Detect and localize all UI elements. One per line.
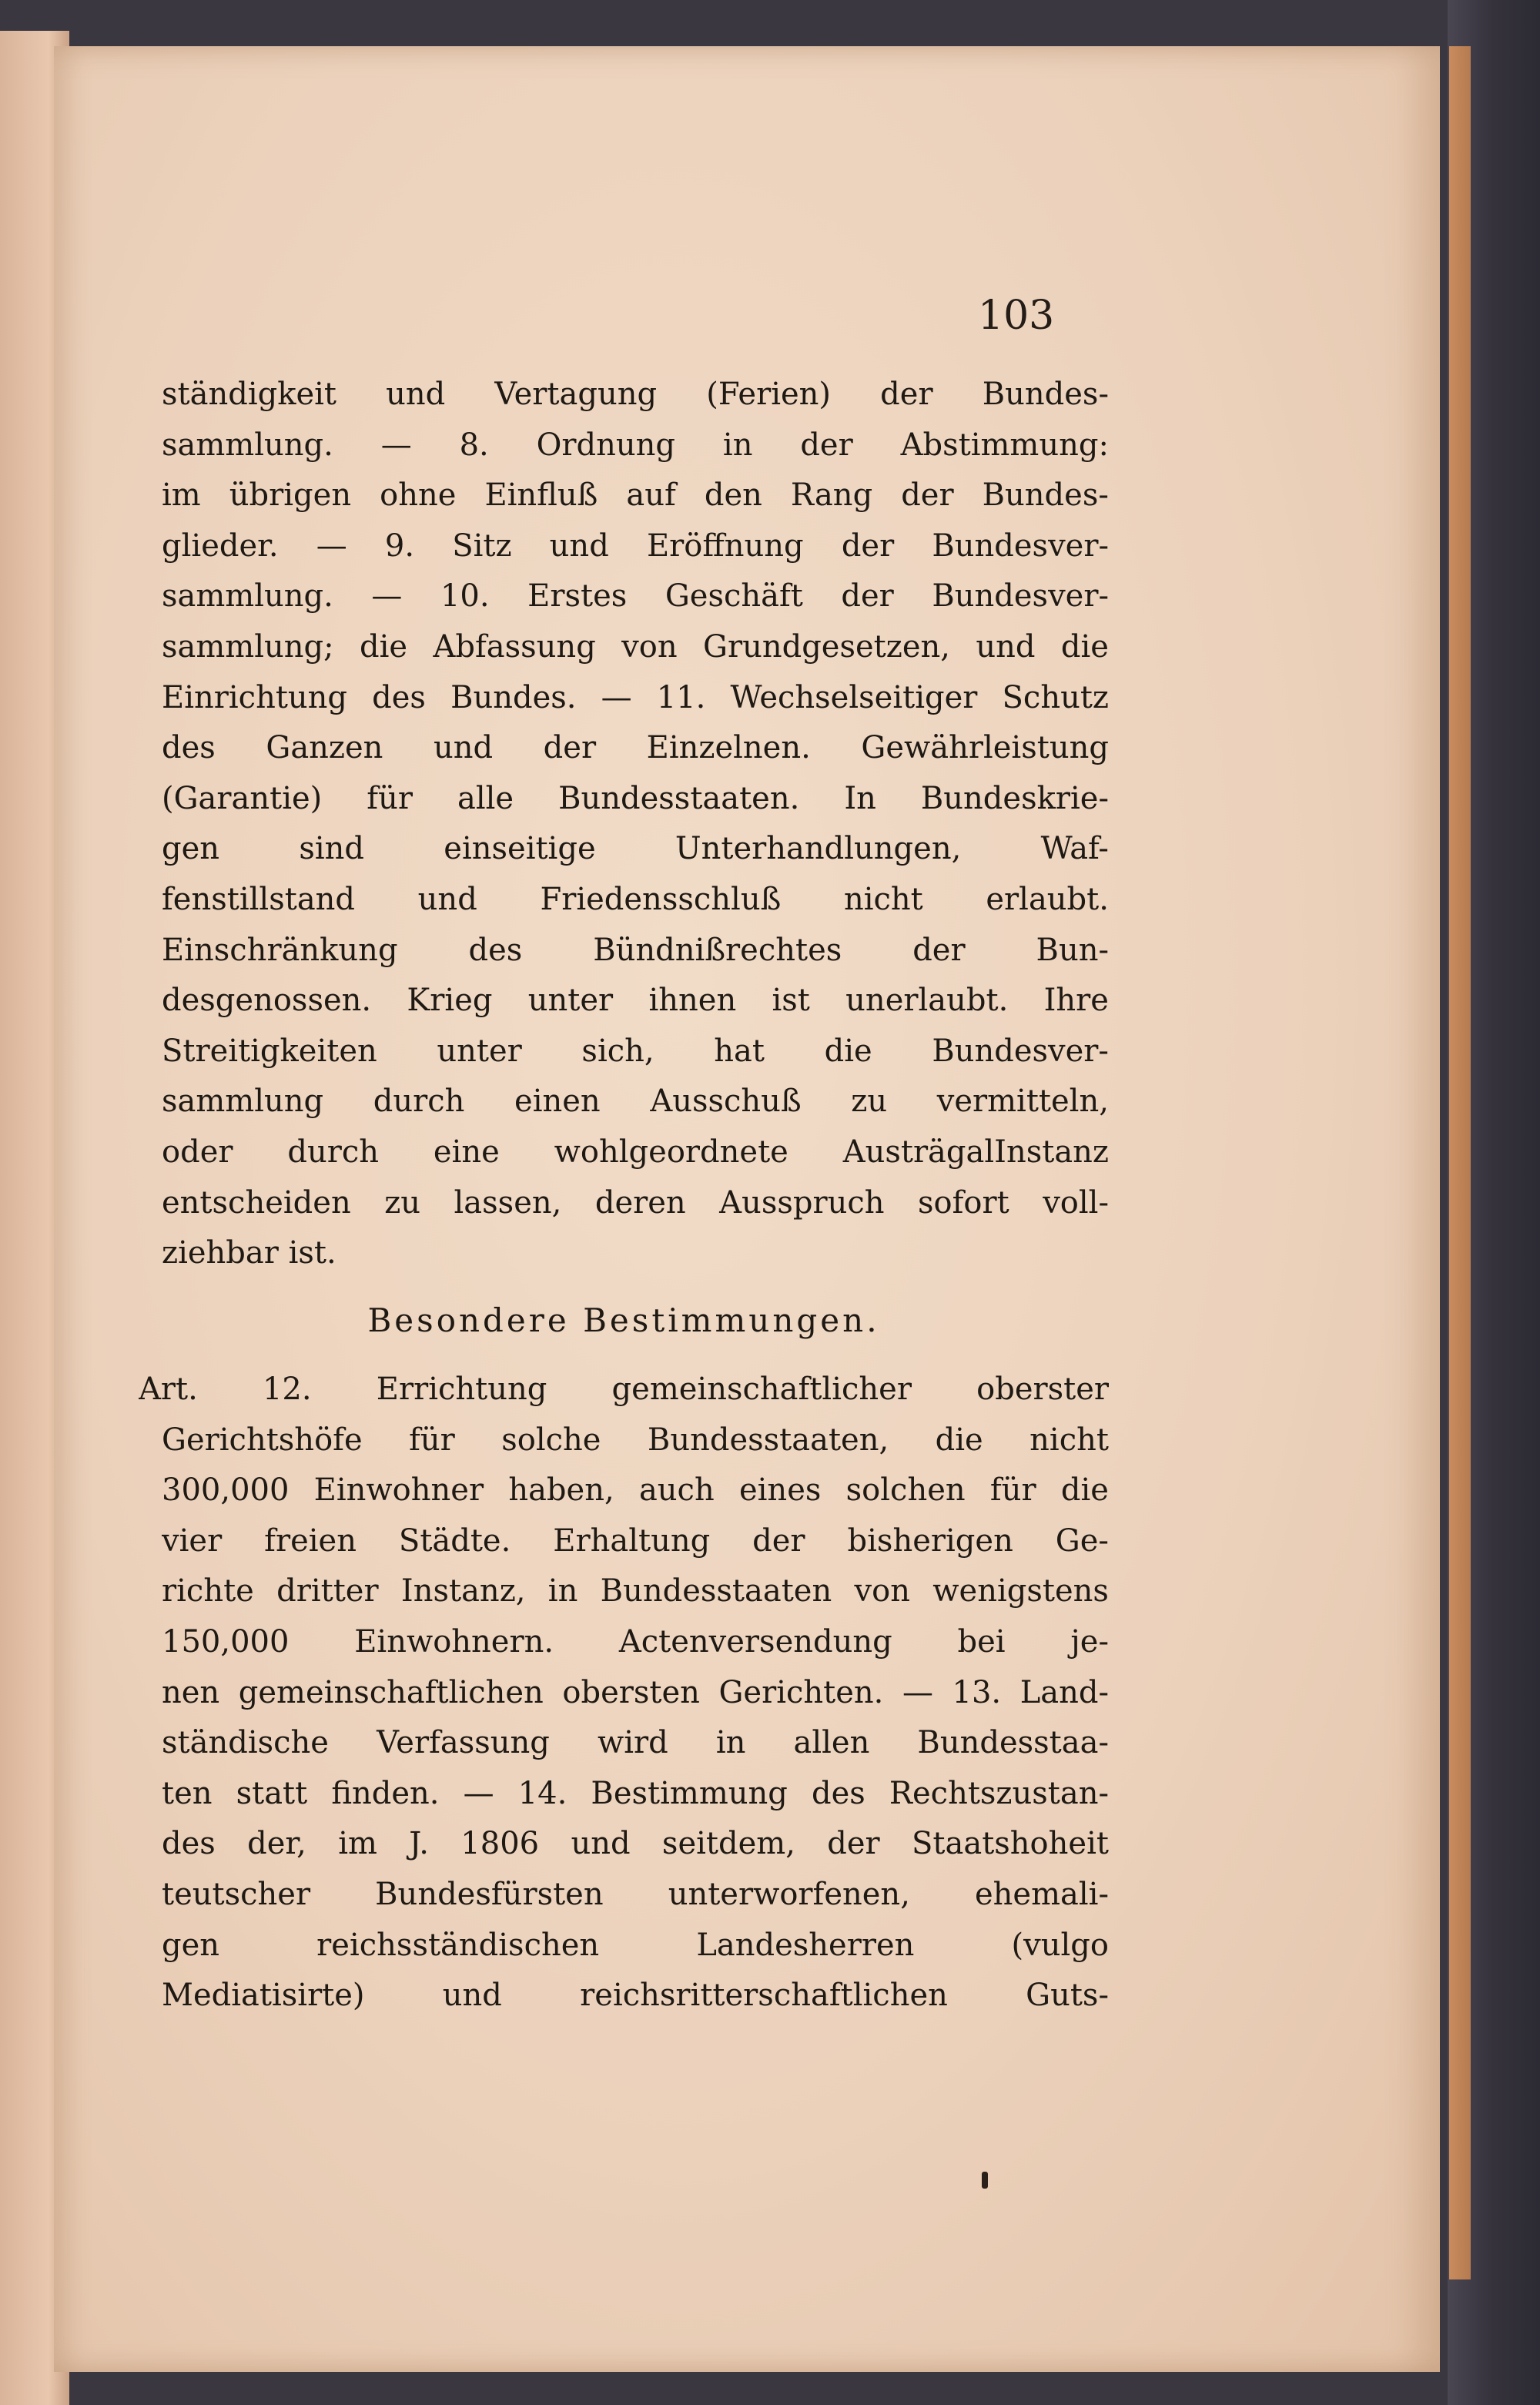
text-line: teutscher Bundesfürsten unterworfenen, ehemali-	[162, 1876, 1109, 1912]
text-line: Streitigkeiten unter sich, hat die Bundesver-	[162, 1033, 1109, 1069]
text-line: desgenossen. Krieg unter ihnen ist unerlaubt. Ihre	[162, 983, 1109, 1019]
ink-mark	[982, 2172, 988, 2189]
text-line: ten statt finden. — 14. Bestimmung des Rechtszustan-	[162, 1775, 1109, 1811]
text-line: des Ganzen und der Einzelnen. Gewährleistung	[162, 730, 1109, 766]
text-line: Mediatisirte) und reichsritterschaftlichen Guts-	[162, 1978, 1109, 2014]
text-line: ständische Verfassung wird in allen Bundesstaa-	[162, 1725, 1109, 1761]
text-line: nen gemeinschaftlichen obersten Gerichten. — 13. Land-	[162, 1674, 1109, 1710]
text-line: sammlung. — 10. Erstes Geschäft der Bundesver-	[162, 578, 1109, 615]
text-line: gen reichsständischen Landesherren (vulgo	[162, 1927, 1109, 1963]
text-line: Art. 12. Errichtung gemeinschaftlicher oberster	[139, 1372, 1109, 1407]
text-line: entscheiden zu lassen, deren Ausspruch sofort voll-	[162, 1184, 1109, 1221]
paragraph-2	[139, 1365, 1109, 2021]
text-line: sammlung. — 8. Ordnung in der Abstimmung:	[162, 427, 1109, 463]
text-line: glieder. — 9. Sitz und Eröffnung der Bundesver-	[162, 528, 1109, 564]
text-line: oder durch eine wohlgeordnete AusträgalInstanz	[162, 1134, 1109, 1170]
text-line: im übrigen ohne Einfluß auf den Rang der Bundes-	[162, 477, 1109, 514]
book-page	[54, 46, 1440, 2372]
cover-edge	[1449, 46, 1471, 2279]
text-line: ständigkeit und Vertagung (Ferien) der Bundes-	[162, 377, 1109, 412]
text-line: gen sind einseitige Unterhandlungen, Waf-	[162, 831, 1109, 867]
page-number: 103	[978, 293, 1055, 339]
text-line: 150,000 Einwohnern. Actenversendung bei je-	[162, 1623, 1109, 1660]
text-line: 300,000 Einwohner haben, auch eines solchen für die	[162, 1472, 1109, 1509]
text-line: sammlung; die Abfassung von Grundgesetzen, und die	[162, 628, 1109, 665]
text-line: sammlung durch einen Ausschuß zu vermitteln,	[162, 1084, 1109, 1120]
section-heading: Besondere Bestimmungen.	[367, 1301, 880, 1339]
text-line: richte dritter Instanz, in Bundesstaaten von wenigstens	[162, 1573, 1109, 1609]
text-line: (Garantie) für alle Bundesstaaten. In Bundeskrie-	[162, 780, 1109, 816]
text-line: des der, im J. 1806 und seitdem, der Staatshoheit	[162, 1826, 1109, 1862]
text-line: vier freien Städte. Erhaltung der bisherigen Ge-	[162, 1522, 1109, 1559]
text-line: Einrichtung des Bundes. — 11. Wechselseitiger Schutz	[162, 679, 1109, 715]
text-line: ziehbar ist.	[162, 1235, 336, 1271]
text-line: Einschränkung des Bündnißrechtes der Bun-	[162, 932, 1109, 968]
text-line: fenstillstand und Friedensschluß nicht erlaubt.	[162, 881, 1109, 917]
paragraph-1	[162, 370, 1109, 1279]
text-line: Gerichtshöfe für solche Bundesstaaten, die nicht	[162, 1422, 1109, 1458]
